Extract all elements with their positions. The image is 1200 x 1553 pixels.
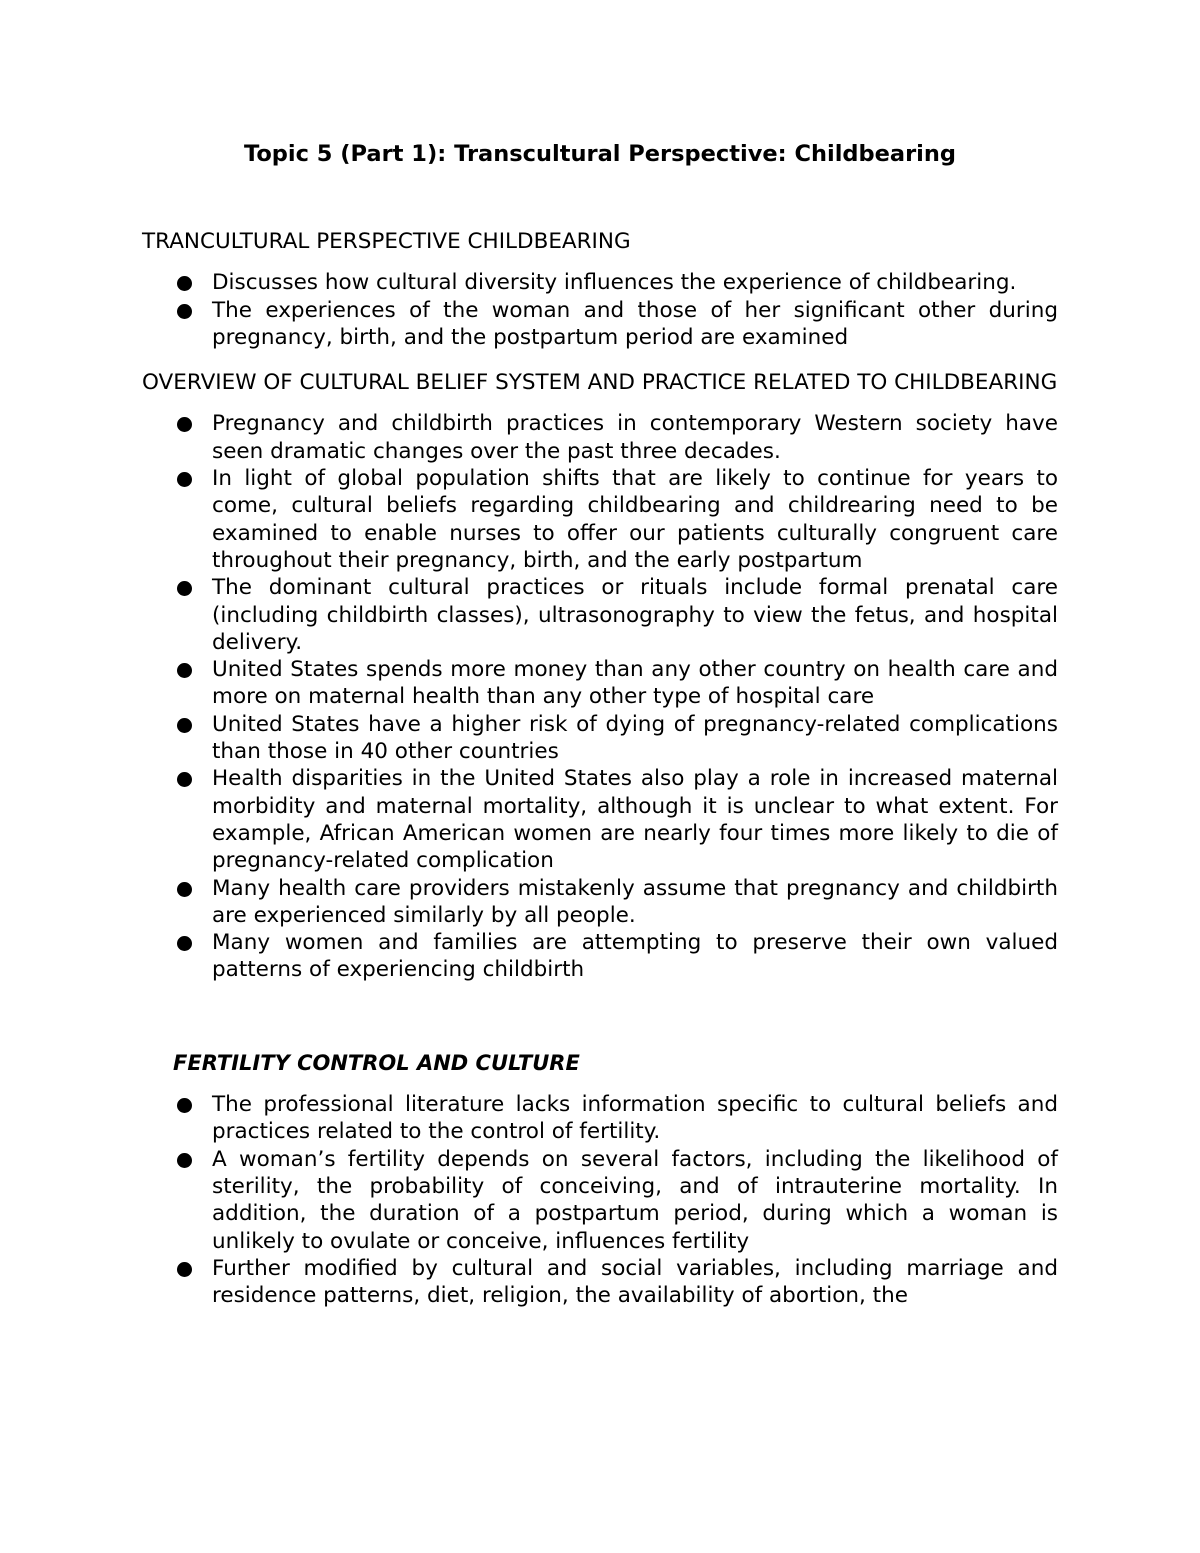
document-page: [142, 138, 1058, 1309]
bullet-text: Health disparities in the United States also play a role in increased maternal morbidity and maternal mortality, although it is unclear to what extent. For example, African American women are nearly four times more likely to die of pregnancy-related complication: [212, 766, 1058, 874]
bullet-icon: [177, 1153, 192, 1168]
bullet-text: In light of global population shifts that are likely to continue for years to come, cultural beliefs regarding childbearing and childrearing need to be examined to enable nurses to offer our patients culturally congruent care throughout their pregnancy, birth, and the early postpartum: [212, 466, 1058, 573]
bullet-text: Discusses how cultural diversity influences the experience of childbearing.: [212, 270, 1017, 296]
bullet-icon: [177, 718, 192, 733]
bullet-icon: [177, 882, 192, 897]
bullet-icon: [177, 472, 192, 487]
list-item: [142, 410, 1058, 465]
bullet-text: The dominant cultural practices or rituals include formal prenatal care (including childbirth classes), ultrasonography to view the fetus, and hospital delivery.: [212, 575, 1058, 655]
bullet-text: Many women and families are attempting to preserve their own valued patterns of experiencing childbirth: [212, 930, 1058, 983]
list-item: [142, 574, 1058, 656]
bullet-text: United States spends more money than any other country on health care and more on maternal health than any other type of hospital care: [212, 657, 1058, 710]
section-heading-overview: OVERVIEW OF CULTURAL BELIEF SYSTEM AND PRACTICE RELATED TO CHILDBEARING: [142, 370, 1058, 396]
bullet-icon: [177, 304, 192, 319]
bullet-icon: [177, 663, 192, 678]
bullet-icon: [177, 772, 192, 787]
page-title: Topic 5 (Part 1): Transcultural Perspective: Childbearing: [243, 141, 957, 167]
list-item: [142, 711, 1058, 766]
list-item: [142, 765, 1058, 874]
bullet-icon: [177, 276, 192, 291]
bullet-text: The professional literature lacks information specific to cultural beliefs and practices related to the control of fertility.: [212, 1092, 1058, 1145]
bullet-icon: [177, 936, 192, 951]
list-item: [142, 875, 1058, 930]
list-item: [142, 1146, 1058, 1255]
bullet-text: A woman’s fertility depends on several factors, including the likelihood of sterility, the probability of conceiving, and of intrauterine mortality. In addition, the duration of a postpartum period, during which a woman is unlikely to ovulate or conceive, influences fertility: [212, 1146, 1058, 1254]
bullet-text: United States have a higher risk of dying of pregnancy-related complications than those in 40 other countries: [212, 711, 1058, 765]
bullet-icon: [177, 1262, 192, 1277]
list-item: [142, 465, 1058, 574]
bullet-icon: [177, 1098, 192, 1113]
list-item: [142, 929, 1058, 984]
bullet-text: Pregnancy and childbirth practices in contemporary Western society have seen dramatic changes over the past three decades.: [212, 411, 1058, 464]
bullet-list-transcultural: [142, 269, 1058, 351]
bullet-text: The experiences of the woman and those of her significant other during pregnancy, birth, and the postpartum period are examined: [212, 297, 1058, 350]
bullet-list-overview: [142, 410, 1058, 983]
section-heading-transcultural: TRANCULTURAL PERSPECTIVE CHILDBEARING: [142, 229, 631, 254]
list-item: [142, 269, 1058, 296]
bullet-icon: [177, 417, 192, 432]
list-item: [142, 297, 1058, 352]
bullet-icon: [177, 581, 192, 596]
bullet-list-fertility: [142, 1091, 1058, 1309]
bullet-text: Many health care providers mistakenly assume that pregnancy and childbirth are experienced similarly by all people.: [212, 875, 1058, 928]
list-item: [142, 1091, 1058, 1146]
section-heading-fertility: FERTILITY CONTROL AND CULTURE: [173, 1050, 580, 1075]
list-item: [142, 656, 1058, 711]
bullet-text: Further modified by cultural and social variables, including marriage and residence patterns, diet, religion, the availability of abortion, the: [212, 1255, 1058, 1309]
list-item: [142, 1255, 1058, 1310]
